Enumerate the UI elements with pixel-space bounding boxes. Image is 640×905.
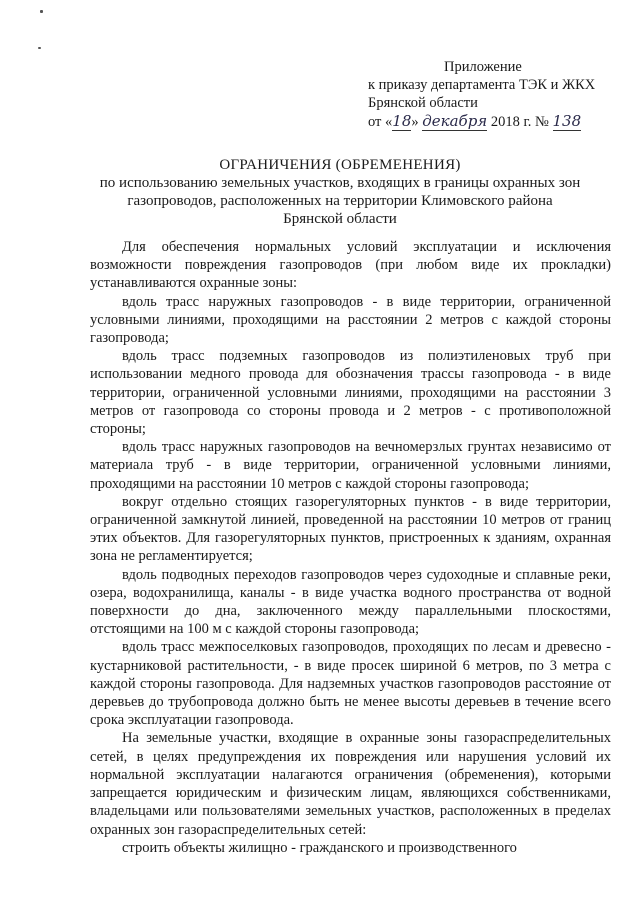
- date-mid: »: [411, 114, 419, 130]
- annex-heading: Приложение: [444, 59, 522, 75]
- paragraph-intro: Для обеспечения нормальных условий эксплуатации и исключения возможности повреждения газопроводов (при любом виде их прокладки) устанавливаются охранные зоны:: [90, 239, 611, 292]
- scan-speck: [40, 10, 43, 13]
- document-body: [90, 238, 611, 857]
- handwritten-day: 18: [392, 112, 412, 130]
- annex-block: [368, 58, 628, 131]
- paragraph-restrictions: На земельные участки, входящие в охранные зоны газораспределительных сетей, в целях предупреждения их повреждения или нарушения условий их нормальной эксплуатации налагаются ограничения (обременения), которыми запрещается юридическим и физическим лицам, являющихся собственниками, владельцами или пользователями земельных участков, расположенных в пределах охранных зон газораспределительных сетей:: [90, 730, 611, 838]
- paragraph-zone-regulator-points: вокруг отдельно стоящих газорегуляторных пунктов - в виде территории, ограниченной замкнутой линией, проведенной на расстоянии 10 метров от границ этих объектов. Для газорегуляторных пунктов, пристроенных к зданиям, охранная зона не регламентируется;: [90, 493, 611, 565]
- scan-speck: [38, 47, 41, 49]
- handwritten-number: 138: [552, 112, 582, 130]
- paragraph-zone-external: вдоль трасс наружных газопроводов - в виде территории, ограниченной условными линиями, проходящими на расстоянии 2 метров с каждой стороны газопровода;: [90, 293, 611, 347]
- paragraph-zone-underwater: вдоль подводных переходов газопроводов через судоходные и сплавные реки, озера, водохранилища, каналы - в виде участка водного пространства от водной поверхности до дна, заключенного между параллельными плоскостями, отстоящими на 100 м с каждой стороны газопровода;: [90, 566, 611, 638]
- annex-date-line: [368, 112, 628, 131]
- paragraph-zone-forest: вдоль трасс межпоселковых газопроводов, проходящих по лесам и древесно - кустарниковой растительности, - в виде просек шириной 6 метров, по 3 метра с каждой стороны газопровода. Для надземных участков газопроводов расстояние от деревьев до трубопровода должно быть не менее высоты деревьев в течение всего срока эксплуатации газопровода.: [90, 639, 611, 729]
- document-title: [60, 156, 620, 228]
- title-subtitle-3: Брянской области: [283, 211, 397, 227]
- handwritten-month: декабря: [422, 112, 488, 130]
- paragraph-zone-polyethylene: вдоль трасс подземных газопроводов из полиэтиленовых труб при использовании медного провода для обозначения трассы газопровода - в виде территории, ограниченной условными линиями, проходящими на расстоянии 3 метров от газопровода со стороны провода и 2 метров - с противоположной стороны;: [90, 348, 611, 438]
- paragraph-build-prohibition: строить объекты жилищно - гражданского и производственного: [122, 839, 517, 856]
- date-prefix: от «: [368, 114, 393, 130]
- paragraph-zone-permafrost: вдоль трасс наружных газопроводов на вечномерзлых грунтах независимо от материала труб - в виде территории, ограниченной условными линиями, проходящими на расстоянии 10 метров с каждой стороны газопровода;: [90, 439, 611, 492]
- title-heading: ОГРАНИЧЕНИЯ (ОБРЕМЕНЕНИЯ): [219, 157, 461, 173]
- annex-region-line: Брянской области: [368, 95, 478, 111]
- date-year: 2018 г. №: [490, 114, 549, 130]
- title-subtitle-2: газопроводов, расположенных на территории Климовского района: [127, 193, 553, 209]
- annex-order-line: к приказу департамента ТЭК и ЖКХ: [368, 77, 596, 93]
- title-subtitle-1: по использованию земельных участков, входящих в границы охранных зон: [99, 175, 581, 191]
